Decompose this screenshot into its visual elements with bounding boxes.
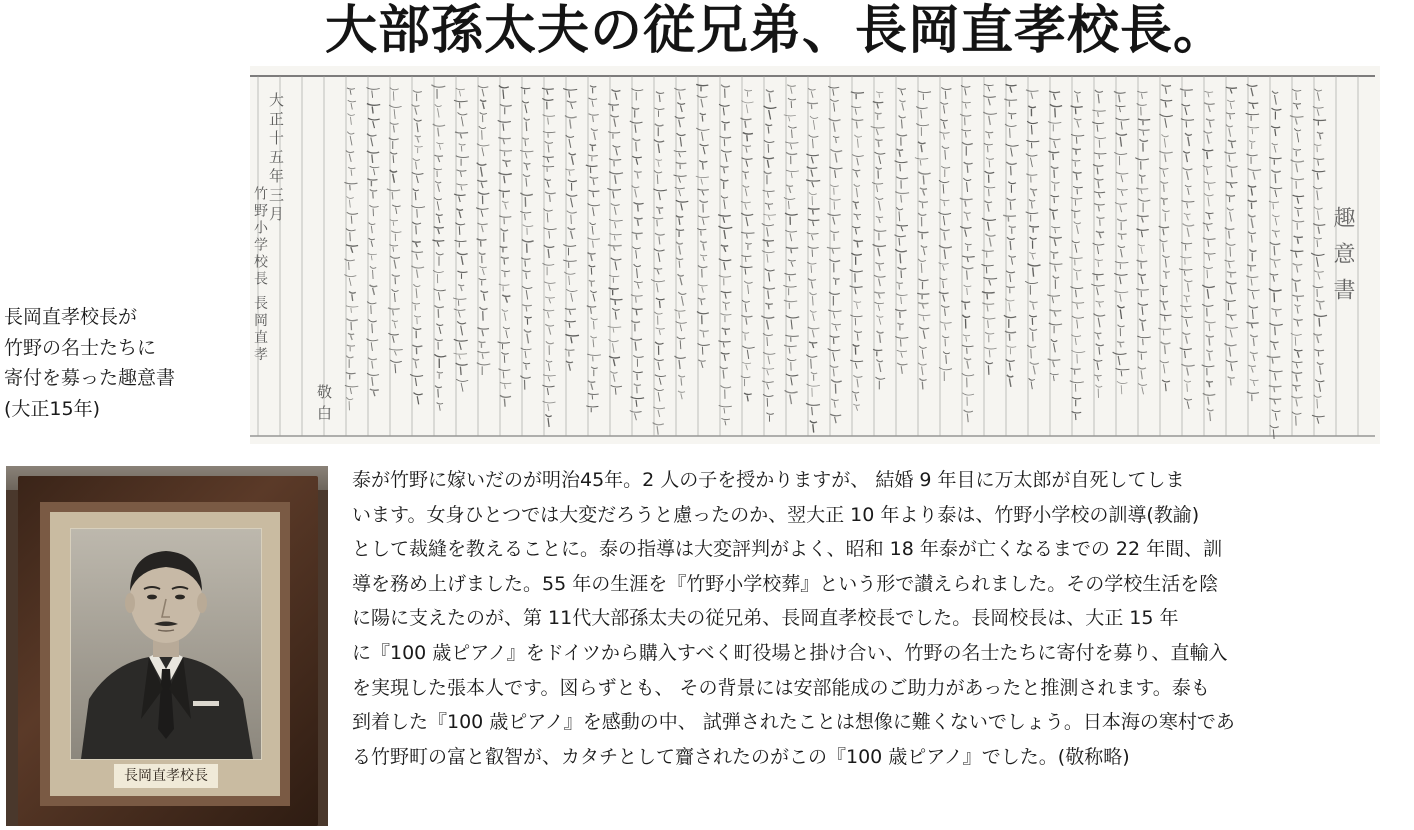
manuscript-scan bbox=[250, 66, 1380, 444]
caption-line: 寄付を募った趣意書 bbox=[4, 367, 176, 389]
manuscript-date-line: 大正十五年三月 bbox=[267, 92, 285, 225]
body-line: として裁縫を教えることに。泰の指導は大変評判がよく、昭和 18 年泰が亡くなるまでの 22 年間、訓 bbox=[352, 538, 1223, 561]
body-line: を実現した張本人です。図らずとも、 その背景には安部能成のご助力があったと推測されます。泰も bbox=[352, 676, 1210, 699]
caption-line: (大正15年) bbox=[4, 397, 101, 420]
body-line: 到着した『100 歳ピアノ』を感動の中、 試弾されたことは想像に難くないでしょう。日本海の寒村であ bbox=[352, 711, 1235, 734]
portrait-photo bbox=[70, 528, 262, 760]
portrait-figure bbox=[71, 529, 261, 759]
body-line: 導を務め上げました。55 年の生涯を『竹野小学校葬』という形で讃えられました。その学校生活を陰 bbox=[352, 572, 1219, 595]
page-title: 大部孫太夫の従兄弟、長岡直孝校長。 bbox=[325, 1, 1227, 61]
body-line: に陽に支えたのが、第 11代大部孫太夫の従兄弟、長岡直孝校長でした。長岡校長は、大正 15 年 bbox=[352, 607, 1179, 630]
manuscript-closing: 敬白 bbox=[315, 384, 333, 426]
caption-line: 竹野の名士たちに bbox=[4, 336, 157, 359]
body-line: に『100 歳ピアノ』をドイツから購入すべく町役場と掛け合い、竹野の名士たちに寄付を募り、直輸入 bbox=[352, 641, 1228, 664]
article-body bbox=[352, 463, 1406, 774]
portrait-nameplate: 長岡直孝校長 bbox=[114, 764, 218, 788]
body-line: る竹野町の富と叡智が、カタチとして齎されたのがこの『100 歳ピアノ』でした。(敬称略) bbox=[352, 745, 1130, 768]
manuscript-caption bbox=[4, 302, 244, 424]
caption-line: 長岡直孝校長が bbox=[4, 306, 138, 328]
manuscript-heading: 趣意書 bbox=[1330, 206, 1355, 314]
body-line: います。女身ひとつでは大変だろうと慮ったのか、翌大正 10 年より泰は、竹野小学校の訓導(教諭) bbox=[352, 503, 1200, 526]
body-line: 泰が竹野に嫁いだのが明治45年。2 人の子を授かりますが、 結婚 9 年目に万太郎が自死してしま bbox=[352, 469, 1185, 491]
manuscript-image bbox=[250, 66, 1380, 444]
manuscript-signature-line: 竹野小学校長 長岡直孝 bbox=[252, 186, 268, 364]
framed-portrait-photo bbox=[6, 466, 328, 826]
